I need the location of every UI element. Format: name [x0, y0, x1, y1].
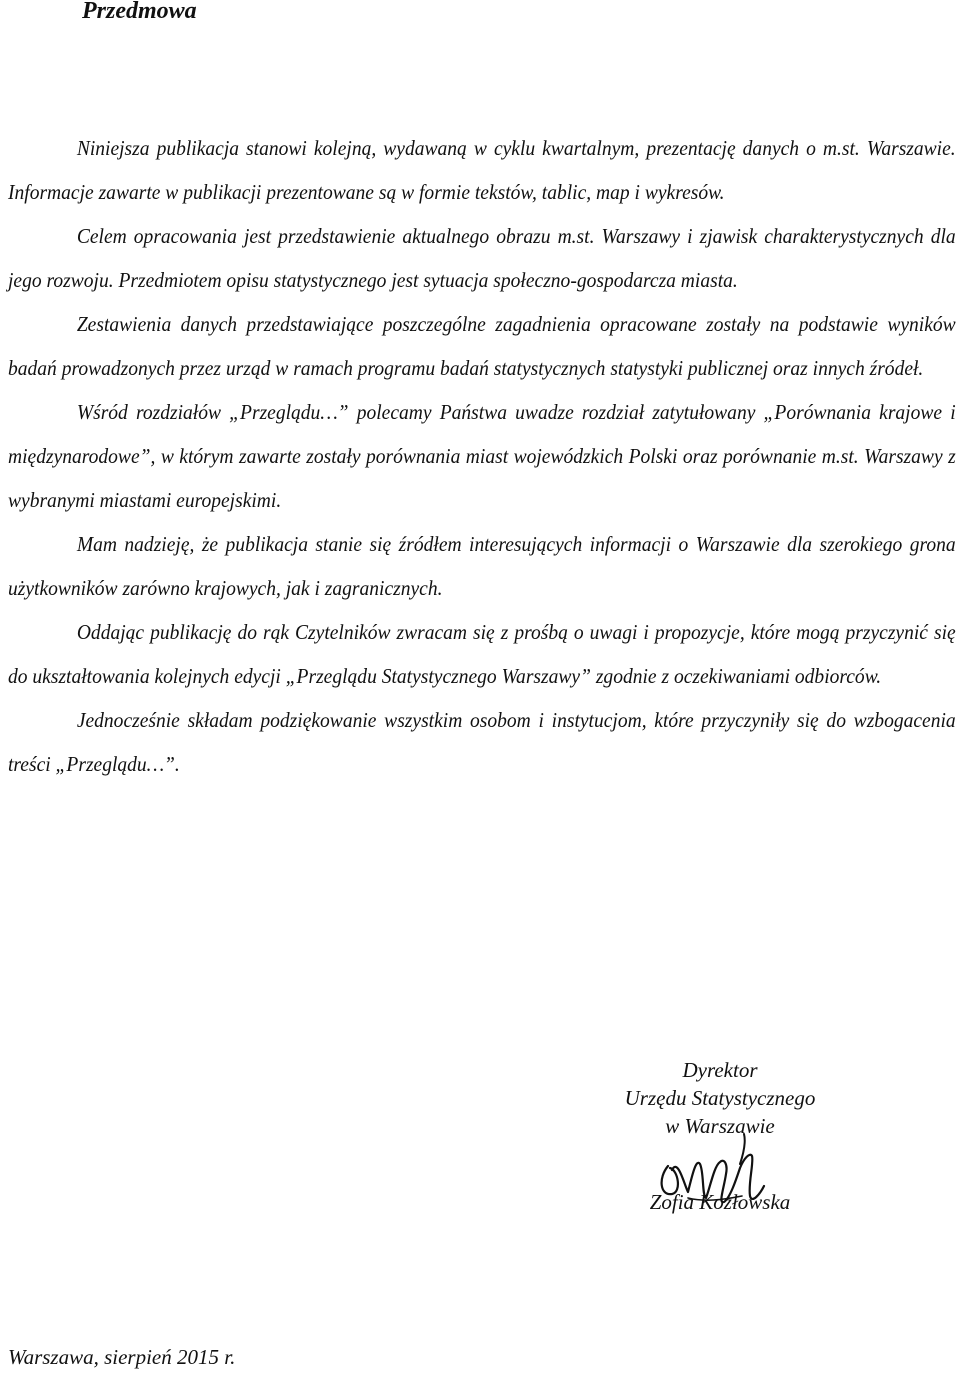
page-title: Przedmowa [82, 0, 197, 24]
signature-block [560, 1056, 880, 1216]
place-and-date: Warszawa, sierpień 2015 r. [8, 1345, 236, 1369]
paragraph-1: Niniejsza publikacja stanowi kolejną, wydawaną w cyklu kwartalnym, prezentację danych o m.st. Warszawie. Informacje zawarte w publikacji prezentowane są w formie tekstów, tablic, map i wykresów. [8, 136, 956, 204]
paragraph-7: Jednocześnie składam podziękowanie wszystkim osobom i instytucjom, które przyczyniły się do wzbogacenia treści „Przeglądu…”. [8, 708, 956, 776]
paragraph-4: Wśród rozdziałów „Przeglądu…” polecamy Państwa uwadze rozdział zatytułowany „Porównania krajowe i międzynarodowe”, w którym zawarte zostały porównania miast wojewódzkich Polski oraz porównanie m.st. Warszawy z wybranymi miastami europejskimi. [8, 400, 956, 512]
signatory-title: Dyrektor [682, 1058, 758, 1082]
signatory-office: Urzędu Statystycznego [624, 1086, 816, 1110]
foreword-body [8, 126, 956, 786]
signatory-city: w Warszawie [665, 1114, 775, 1138]
paragraph-2: Celem opracowania jest przedstawienie aktualnego obrazu m.st. Warszawy i zjawisk charakterystycznych dla jego rozwoju. Przedmiotem opisu statystycznego jest sytuacja społeczno-gospodarcza miasta. [8, 224, 956, 292]
paragraph-5: Mam nadzieję, że publikacja stanie się źródłem interesujących informacji o Warszawie dla szerokiego grona użytkowników zarówno krajowych, jak i zagranicznych. [8, 532, 956, 600]
paragraph-3: Zestawienia danych przedstawiające poszczególne zagadnienia opracowane zostały na podstawie wyników badań prowadzonych przez urząd w ramach programu badań statystycznych statystyki publicznej oraz innych źródeł. [8, 312, 956, 380]
signatory-name: Zofia Kozłowska [649, 1190, 791, 1214]
paragraph-6: Oddając publikację do rąk Czytelników zwracam się z prośbą o uwagi i propozycje, które mogą przyczynić się do ukształtowania kolejnych edycji „Przeglądu Statystycznego Warszawy” zgodnie z oczekiwaniami odbiorców. [8, 620, 956, 688]
